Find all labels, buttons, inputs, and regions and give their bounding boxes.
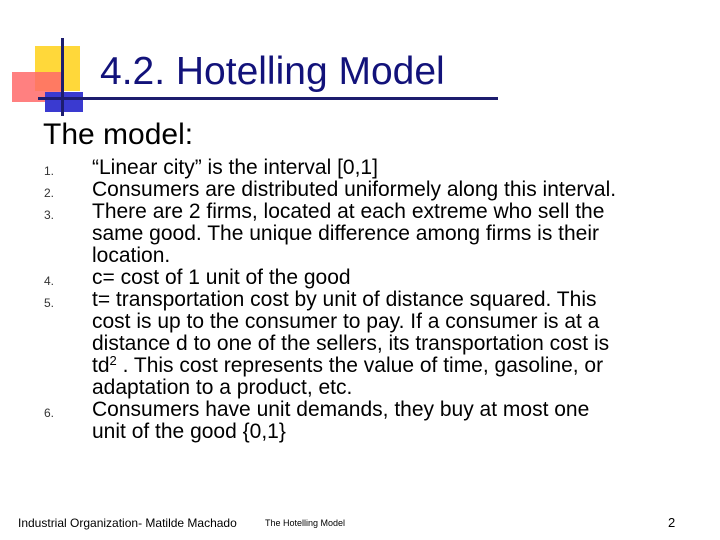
title-underline-rule (38, 97, 498, 100)
slide-title: 4.2. Hotelling Model (100, 50, 445, 93)
list-number: 6. (44, 406, 55, 420)
list-item-text: Consumers are distributed uniformely along this interval. (92, 178, 617, 201)
slide-subtitle: The model: (43, 118, 194, 151)
list-number: 2. (44, 186, 55, 200)
footer-title: The Hotelling Model (265, 518, 346, 528)
decorative-blue-square (45, 92, 83, 112)
list-item-text-part: . This cost represents the value of time, gasoline, or adaptation to a product, etc. (92, 354, 604, 399)
footer-author: Industrial Organization- Matilde Machado (18, 516, 237, 530)
page-number: 2 (668, 515, 676, 530)
list-item (0, 179, 720, 201)
decorative-vertical-rule (61, 38, 64, 116)
list-item (0, 399, 720, 443)
list-item-text: Consumers have unit demands, they buy at most one unit of the good {0,1} (92, 398, 590, 443)
list-item-text: “Linear city” is the interval [0,1] (92, 156, 378, 179)
list-item-text (92, 289, 692, 399)
list-item (0, 201, 720, 267)
model-assumptions-list (0, 157, 720, 443)
list-number: 1. (44, 164, 55, 178)
list-number: 5. (44, 296, 55, 310)
list-item (0, 267, 720, 289)
list-item (0, 289, 720, 399)
list-item-text: There are 2 firms, located at each extreme who sell the same good. The unique difference among firms is their location. (92, 200, 605, 267)
list-number: 3. (44, 208, 55, 222)
list-item-text: c= cost of 1 unit of the good (92, 266, 351, 289)
superscript-exponent: 2 (109, 353, 117, 368)
list-number: 4. (44, 274, 55, 288)
list-item (0, 157, 720, 179)
list-item-text-part: t= transportation cost by unit of distance squared. This cost is up to the consumer to pay. If a consumer is at a distance d to one of the sellers, its transportation cost is td (92, 288, 610, 377)
